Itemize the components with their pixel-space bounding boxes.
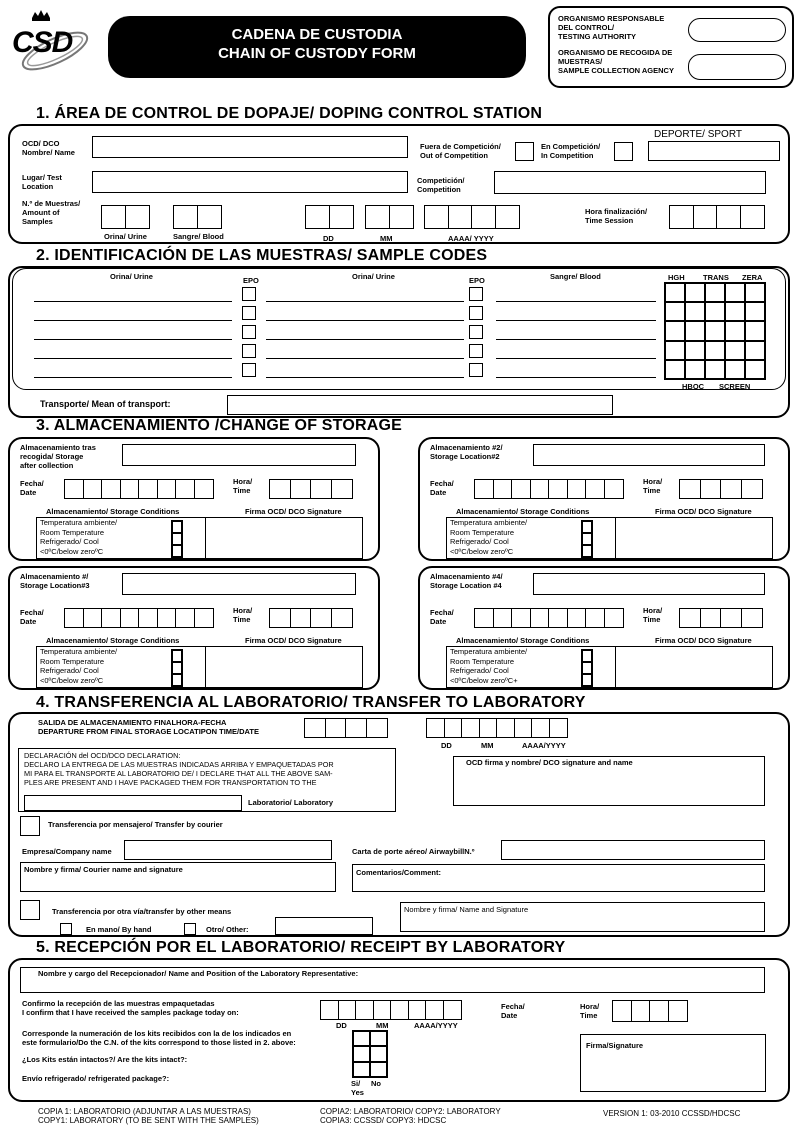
other-means-label: Transferencia por otra vía/transfer by other means: [52, 907, 232, 916]
storage-3-signature-field[interactable]: [205, 646, 363, 688]
urine-code-line[interactable]: [266, 320, 464, 321]
blood-count-label: Sangre/ Blood: [173, 232, 224, 241]
footer-copy1: COPIA 1: LABORATORIO (ADJUNTAR A LAS MUESTRAS) COPY1: LABORATORY (TO BE SENT WITH THE SAMPLES): [38, 1107, 259, 1125]
other-means-checkbox[interactable]: [20, 900, 40, 920]
urine-code-line[interactable]: [266, 377, 464, 378]
storage-2-temp-checkboxes[interactable]: [581, 520, 593, 558]
epo-checkbox[interactable]: [469, 306, 483, 320]
comments-label: Comentarios/Comment:: [356, 868, 442, 877]
urine-count-cells[interactable]: [101, 205, 148, 229]
blood-code-line[interactable]: [496, 377, 656, 378]
storage-1-time-cells[interactable]: [269, 479, 351, 499]
urine-code-line[interactable]: [266, 339, 464, 340]
name-signature-label: Nombre y firma/ Name and Signature: [404, 905, 529, 914]
epo-checkbox[interactable]: [469, 363, 483, 377]
storage-2-date-label: Fecha/ Date: [430, 479, 454, 497]
section3-title: 3. ALMACENAMIENTO /CHANGE OF STORAGE: [36, 417, 403, 434]
blood-code-line[interactable]: [496, 320, 656, 321]
footer-version: VERSION 1: 03-2010 CCSSD/HDCSC: [603, 1109, 741, 1118]
storage-3-signature-label: Firma OCD/ DCO Signature: [245, 636, 342, 645]
month-cells[interactable]: [365, 205, 412, 229]
receipt-time-label: Hora/ Time: [580, 1002, 600, 1020]
storage-3-label: Almacenamiento #/ Storage Location#3: [20, 572, 90, 590]
other-option-label: Otro/ Other:: [206, 925, 249, 934]
storage-2-temps-text: Temperatura ambiente/ Room Temperature Refrigerado/ Cool <0ºC/below zeroºC: [450, 518, 528, 556]
day-cells[interactable]: [305, 205, 352, 229]
storage-1-signature-label: Firma OCD/ DCO Signature: [245, 507, 342, 516]
laboratory-label: Laboratorio/ Laboratory: [248, 798, 334, 807]
storage-2-signature-label: Firma OCD/ DCO Signature: [655, 507, 752, 516]
testing-authority-label: ORGANISMO RESPONSABLE DEL CONTROL/ TESTING AUTHORITY: [558, 14, 665, 41]
title-en: CHAIN OF CUSTODY FORM: [218, 45, 416, 62]
courier-checkbox[interactable]: [20, 816, 40, 836]
hboc-label: HBOC: [682, 382, 705, 391]
storage-3-date-cells[interactable]: [64, 608, 212, 628]
hgh-label: HGH: [668, 273, 685, 282]
by-hand-label: En mano/ By hand: [86, 925, 152, 934]
collection-agency-label: ORGANISMO DE RECOGIDA DE MUESTRAS/ SAMPLE COLLECTION AGENCY: [558, 48, 674, 75]
test-location-field[interactable]: [92, 171, 408, 193]
departure-yyyy-label: AAAA/YYYY: [522, 741, 566, 750]
section5-title: 5. RECEPCIÓN POR EL LABORATORIO/ RECEIPT BY LABORATORY: [36, 939, 566, 956]
competition-field[interactable]: [494, 171, 766, 194]
month-label: MM: [380, 234, 393, 243]
laboratory-field[interactable]: [24, 795, 242, 811]
epo-label-1: EPO: [243, 276, 259, 285]
by-hand-checkbox[interactable]: [60, 923, 72, 935]
storage-4-date-cells[interactable]: [474, 608, 622, 628]
urine-code-line[interactable]: [266, 358, 464, 359]
blood-code-line[interactable]: [496, 339, 656, 340]
airway-field[interactable]: [501, 840, 765, 860]
storage-4-field[interactable]: [533, 573, 765, 595]
receipt-time-cells[interactable]: [612, 1000, 686, 1022]
storage-2-signature-field[interactable]: [615, 517, 773, 559]
storage-1-label: Almacenamiento tras recogida/ Storage after collection: [20, 443, 96, 470]
storage-2-field[interactable]: [533, 444, 765, 466]
storage-4-temp-checkboxes[interactable]: [581, 649, 593, 687]
company-label: Empresa/Company name: [22, 847, 112, 856]
storage-2-conditions-label: Almacenamiento/ Storage Conditions: [456, 507, 590, 516]
csd-logo: [10, 6, 95, 76]
section4-title: 4. TRANSFERENCIA AL LABORATORIO/ TRANSFER TO LABORATORY: [36, 694, 586, 711]
epo-checkbox[interactable]: [242, 287, 256, 301]
airway-label: Carta de porte aéreo/ AirwaybillN.º: [352, 847, 475, 856]
lab-signature-label: Firma/Signature: [586, 1041, 644, 1050]
urine-codes-label: Orina/ Urine: [110, 272, 153, 281]
storage-4-time-label: Hora/ Time: [643, 606, 663, 624]
in-competition-checkbox[interactable]: [614, 142, 633, 161]
blood-code-line[interactable]: [496, 301, 656, 302]
sport-field[interactable]: [648, 141, 780, 161]
storage-4-time-cells[interactable]: [679, 608, 761, 628]
epo-checkbox[interactable]: [242, 363, 256, 377]
departure-time-cells[interactable]: [304, 718, 386, 738]
urine-code-line[interactable]: [34, 377, 232, 378]
epo-checkbox[interactable]: [242, 325, 256, 339]
urine-code-line[interactable]: [34, 320, 232, 321]
title-banner: [108, 16, 526, 78]
storage-3-date-label: Fecha/ Date: [20, 608, 44, 626]
storage-1-field[interactable]: [122, 444, 356, 466]
section1-title: 1. ÁREA DE CONTROL DE DOPAJE/ DOPING CONTROL STATION: [36, 105, 543, 122]
sport-label: DEPORTE/ SPORT: [654, 129, 742, 140]
footer-copy2: COPIA2: LABORATORIO/ COPY2: LABORATORY COPIA3: CCSSD/ COPY3: HDCSC: [320, 1107, 501, 1125]
refrigerated-label: Envío refrigerado/ refrigerated package?:: [22, 1074, 170, 1083]
title-es: CADENA DE CUSTODIA: [231, 26, 403, 43]
logo-text: CSD: [12, 26, 73, 59]
in-competition-label: En Competición/ In Competition: [541, 142, 601, 160]
kits-intact-label: ¿Los Kits están intactos?/ Are the kits intact?:: [22, 1055, 188, 1064]
storage-4-label: Almacenamiento #4/ Storage Location #4: [430, 572, 503, 590]
other-option-field[interactable]: [275, 917, 373, 935]
collection-agency-field[interactable]: [688, 54, 786, 80]
test-location-label: Lugar/ Test Location: [22, 173, 62, 191]
urine-codes-label-2: Orina/ Urine: [352, 272, 395, 281]
epo-checkbox[interactable]: [242, 344, 256, 358]
courier-label: Transferencia por mensajero/ Transfer by courier: [48, 820, 223, 829]
storage-3-time-cells[interactable]: [269, 608, 351, 628]
declaration-text: DECLARACIÓN del OCD/DCO DECLARATION: DECLARO LA ENTREGA DE LAS MUESTRAS INDICADAS ARRIBA Y EMPAQUETADAS POR MI PARA EL TRANSPORTE AL LABORATORIO DE/ I DECLARE THAT ALL THE ABOVE SAM- PLES ARE PRESENT AND I HAVE PACKAGED THEM FOR TRANSPORTATION TO THE: [24, 751, 334, 787]
dco-name-label: OCD/ DCO Nombre/ Name: [22, 139, 75, 157]
storage-4-temps-text: Temperatura ambiente/ Room Temperature Refrigerado/ Cool <0ºC/below zeroºC+: [450, 647, 528, 685]
storage-4-signature-field[interactable]: [615, 646, 773, 688]
storage-3-conditions-label: Almacenamiento/ Storage Conditions: [46, 636, 180, 645]
trans-label: TRANS: [703, 273, 729, 282]
storage-1-date-cells[interactable]: [64, 479, 212, 499]
storage-1-signature-field[interactable]: [205, 517, 363, 559]
storage-3-field[interactable]: [122, 573, 356, 595]
epo-checkbox[interactable]: [469, 344, 483, 358]
storage-1-date-label: Fecha/ Date: [20, 479, 44, 497]
day-label: DD: [323, 234, 334, 243]
storage-3-time-label: Hora/ Time: [233, 606, 253, 624]
time-session-label: Hora finalización/ Time Session: [585, 207, 648, 225]
section2-title: 2. IDENTIFICACIÓN DE LAS MUESTRAS/ SAMPLE CODES: [36, 247, 488, 264]
dco-signature-label: OCD firma y nombre/ DCO signature and name: [466, 758, 633, 767]
blood-codes-label: Sangre/ Blood: [550, 272, 601, 281]
urine-code-line[interactable]: [34, 358, 232, 359]
dco-name-field[interactable]: [92, 136, 408, 158]
courier-name-label: Nombre y firma/ Courier name and signature: [24, 865, 183, 874]
urine-count-label: Orina/ Urine: [104, 232, 147, 241]
storage-3-temps-text: Temperatura ambiente/ Room Temperature Refrigerado/ Cool <0ºC/below zeroºC: [40, 647, 118, 685]
blood-tests-grid[interactable]: [664, 282, 766, 380]
storage-1-temps-text: Temperatura ambiente/ Room Temperature Refrigerado/ Cool <0ºC/below zeroºC: [40, 518, 118, 556]
departure-label: SALIDA DE ALMACENAMIENTO FINALHORA-FECHA DEPARTURE FROM FINAL STORAGE LOCATIPON TIME/DATE: [38, 718, 259, 736]
receipt-mm-label: MM: [376, 1021, 389, 1030]
amount-samples-label: N.º de Muestras/ Amount of Samples: [22, 199, 81, 226]
company-field[interactable]: [124, 840, 332, 860]
urine-code-line[interactable]: [34, 339, 232, 340]
transport-field[interactable]: [227, 395, 613, 415]
year-cells[interactable]: [424, 205, 518, 229]
epo-checkbox[interactable]: [469, 287, 483, 301]
receipt-date-label: Fecha/ Date: [501, 1002, 525, 1020]
storage-1-temp-checkboxes[interactable]: [171, 520, 183, 558]
epo-label-2: EPO: [469, 276, 485, 285]
no-label: No: [371, 1079, 381, 1088]
urine-code-line[interactable]: [266, 301, 464, 302]
zera-label: ZERA: [742, 273, 763, 282]
epo-checkbox[interactable]: [469, 325, 483, 339]
storage-2-label: Almacenamiento #2/ Storage Location#2: [430, 443, 503, 461]
yes-no-grid[interactable]: [352, 1030, 388, 1078]
epo-checkbox[interactable]: [242, 306, 256, 320]
storage-1-time-label: Hora/ Time: [233, 477, 253, 495]
screen-label: SCREEN: [719, 382, 751, 391]
receipt-date-cells[interactable]: [320, 1000, 460, 1020]
receipt-dd-label: DD: [336, 1021, 347, 1030]
out-of-competition-checkbox[interactable]: [515, 142, 534, 161]
kits-number-label: Corresponde la numeración de los kits recibidos con la de los indicados en este formulario/Do the C.N. of the kits correspond to those listed in 2. above:: [22, 1029, 296, 1047]
storage-3-temp-checkboxes[interactable]: [171, 649, 183, 687]
blood-code-line[interactable]: [496, 358, 656, 359]
competition-label: Competición/ Competition: [417, 176, 465, 194]
testing-authority-field[interactable]: [688, 18, 786, 42]
time-session-cells[interactable]: [669, 205, 763, 229]
out-of-competition-label: Fuera de Competición/ Out of Competition: [420, 142, 501, 160]
storage-2-date-cells[interactable]: [474, 479, 622, 499]
storage-4-signature-label: Firma OCD/ DCO Signature: [655, 636, 752, 645]
year-label: AAAA/ YYYY: [448, 234, 494, 243]
storage-4-date-label: Fecha/ Date: [430, 608, 454, 626]
blood-count-cells[interactable]: [173, 205, 220, 229]
departure-date-cells[interactable]: [426, 718, 566, 738]
representative-label: Nombre y cargo del Recepcionador/ Name and Position of the Laboratory Representative:: [38, 969, 359, 978]
transport-label: Transporte/ Mean of transport:: [40, 399, 171, 409]
yes-label: Si/ Yes: [351, 1079, 364, 1097]
departure-dd-label: DD: [441, 741, 452, 750]
storage-4-conditions-label: Almacenamiento/ Storage Conditions: [456, 636, 590, 645]
departure-mm-label: MM: [481, 741, 494, 750]
other-option-checkbox[interactable]: [184, 923, 196, 935]
storage-1-conditions-label: Almacenamiento/ Storage Conditions: [46, 507, 180, 516]
urine-code-line[interactable]: [34, 301, 232, 302]
receipt-yyyy-label: AAAA/YYYY: [414, 1021, 458, 1030]
storage-2-time-label: Hora/ Time: [643, 477, 663, 495]
storage-2-time-cells[interactable]: [679, 479, 761, 499]
confirm-label: Confirmo la recepción de las muestras empaquetadas I confirm that I have received the samples package today on:: [22, 999, 239, 1017]
